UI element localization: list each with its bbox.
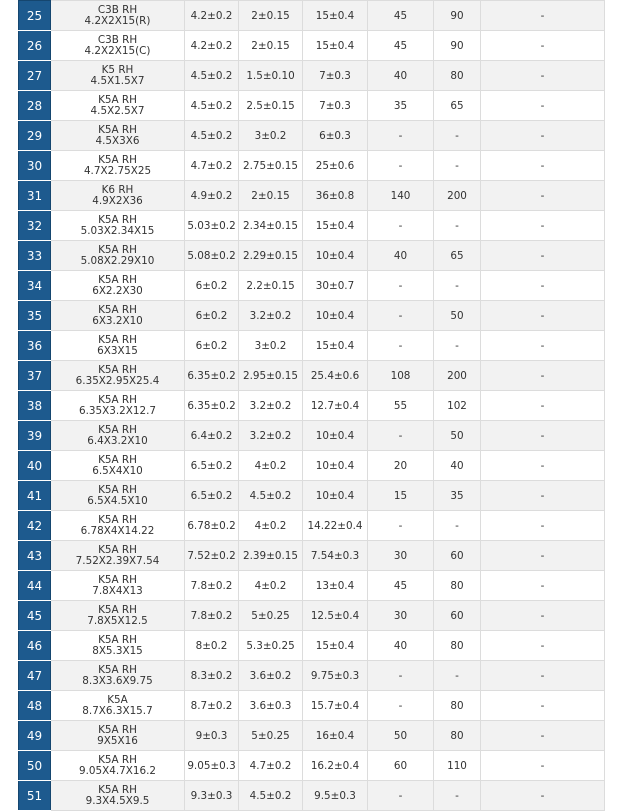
dimension-3: 30±0.7	[303, 271, 368, 301]
dimension-2: 2.5±0.15	[239, 91, 303, 121]
value-2: 50	[434, 301, 481, 331]
value-2: -	[434, 781, 481, 811]
value-2: 80	[434, 571, 481, 601]
model-cell	[51, 511, 185, 541]
dimension-1: 4.5±0.2	[185, 121, 239, 151]
model-cell	[51, 721, 185, 751]
row-number: 39	[19, 421, 51, 451]
value-1: -	[368, 301, 434, 331]
table-row	[19, 601, 605, 631]
table-row	[19, 181, 605, 211]
dimension-2: 2.95±0.15	[239, 361, 303, 391]
value-2: 35	[434, 481, 481, 511]
value-1: 45	[368, 571, 434, 601]
dimension-2: 2±0.15	[239, 181, 303, 211]
value-3: -	[481, 421, 605, 451]
model-line-1: K5A RH	[98, 213, 137, 226]
model-line-1: K5A RH	[98, 153, 137, 166]
table-row	[19, 31, 605, 61]
value-1: 45	[368, 1, 434, 31]
row-number: 25	[19, 1, 51, 31]
value-3: -	[481, 301, 605, 331]
value-3: -	[481, 361, 605, 391]
value-2: 110	[434, 751, 481, 781]
model-line-1: K5A RH	[98, 273, 137, 286]
dimension-2: 3.6±0.3	[239, 691, 303, 721]
model-line-1: C3B RH	[97, 3, 138, 16]
dimension-1: 4.5±0.2	[185, 61, 239, 91]
dimension-1: 6.5±0.2	[185, 481, 239, 511]
model-line-2: 4.5X3X6	[95, 134, 140, 147]
row-number: 51	[19, 781, 51, 811]
value-1: -	[368, 511, 434, 541]
dimension-2: 2±0.15	[239, 31, 303, 61]
dimension-3: 16.2±0.4	[303, 751, 368, 781]
model-line-2: 8.7X6.3X15.7	[82, 704, 153, 717]
model-cell	[51, 781, 185, 811]
value-1: -	[368, 151, 434, 181]
model-line-1: K5A RH	[98, 393, 137, 406]
dimension-3: 10±0.4	[303, 241, 368, 271]
model-line-1: K5A RH	[98, 633, 137, 646]
table-row	[19, 1, 605, 31]
model-cell	[51, 61, 185, 91]
model-line-1: K5A RH	[98, 93, 137, 106]
model-line-2: 6X3X15	[97, 344, 138, 357]
value-1: 35	[368, 91, 434, 121]
dimension-1: 9.05±0.3	[185, 751, 239, 781]
dimension-1: 9.3±0.3	[185, 781, 239, 811]
row-number: 26	[19, 31, 51, 61]
dimension-3: 15.7±0.4	[303, 691, 368, 721]
row-number: 33	[19, 241, 51, 271]
model-line-1: K5A RH	[98, 483, 137, 496]
dimension-2: 2.75±0.15	[239, 151, 303, 181]
model-line-2: 6X3.2X10	[92, 314, 143, 327]
row-number: 30	[19, 151, 51, 181]
value-3: -	[481, 151, 605, 181]
dimension-1: 6.4±0.2	[185, 421, 239, 451]
table-row	[19, 691, 605, 721]
magnet-spec-table	[18, 0, 605, 811]
dimension-3: 15±0.4	[303, 631, 368, 661]
row-number: 35	[19, 301, 51, 331]
value-2: -	[434, 211, 481, 241]
model-line-2: 6.5X4.5X10	[87, 494, 148, 507]
table-row	[19, 751, 605, 781]
value-1: 55	[368, 391, 434, 421]
dimension-2: 2.29±0.15	[239, 241, 303, 271]
model-cell	[51, 751, 185, 781]
value-2: 80	[434, 61, 481, 91]
value-1: -	[368, 331, 434, 361]
value-1: 40	[368, 241, 434, 271]
model-line-1: K5A RH	[98, 663, 137, 676]
model-line-2: 4.2X2X15(R)	[84, 14, 151, 27]
dimension-2: 4±0.2	[239, 511, 303, 541]
dimension-1: 8.7±0.2	[185, 691, 239, 721]
model-cell	[51, 691, 185, 721]
row-number: 44	[19, 571, 51, 601]
value-1: -	[368, 781, 434, 811]
value-1: -	[368, 661, 434, 691]
value-1: 40	[368, 631, 434, 661]
model-cell	[51, 451, 185, 481]
value-1: 20	[368, 451, 434, 481]
model-line-1: K5 RH	[101, 63, 134, 76]
row-number: 45	[19, 601, 51, 631]
dimension-3: 15±0.4	[303, 211, 368, 241]
model-cell	[51, 1, 185, 31]
model-line-2: 4.2X2X15(C)	[84, 44, 151, 57]
model-line-1: K5A	[107, 693, 128, 706]
row-number: 43	[19, 541, 51, 571]
dimension-1: 6.5±0.2	[185, 451, 239, 481]
model-line-1: K5A RH	[98, 333, 137, 346]
model-line-1: K5A RH	[98, 363, 137, 376]
table-body	[19, 1, 605, 811]
table-row	[19, 241, 605, 271]
value-3: -	[481, 571, 605, 601]
value-3: -	[481, 61, 605, 91]
dimension-1: 6±0.2	[185, 271, 239, 301]
model-line-1: K5A RH	[98, 603, 137, 616]
dimension-2: 4±0.2	[239, 451, 303, 481]
value-3: -	[481, 121, 605, 151]
dimension-3: 15±0.4	[303, 1, 368, 31]
value-3: -	[481, 1, 605, 31]
value-2: 65	[434, 91, 481, 121]
value-1: -	[368, 691, 434, 721]
dimension-3: 10±0.4	[303, 481, 368, 511]
dimension-2: 3±0.2	[239, 121, 303, 151]
dimension-2: 3±0.2	[239, 331, 303, 361]
dimension-1: 6.78±0.2	[185, 511, 239, 541]
value-2: 60	[434, 601, 481, 631]
model-line-2: 4.5X2.5X7	[90, 104, 145, 117]
dimension-3: 10±0.4	[303, 421, 368, 451]
row-number: 34	[19, 271, 51, 301]
model-cell	[51, 631, 185, 661]
value-2: -	[434, 151, 481, 181]
value-1: -	[368, 211, 434, 241]
dimension-2: 4±0.2	[239, 571, 303, 601]
value-2: 200	[434, 361, 481, 391]
model-cell	[51, 301, 185, 331]
model-cell	[51, 391, 185, 421]
value-3: -	[481, 331, 605, 361]
dimension-1: 8±0.2	[185, 631, 239, 661]
row-number: 47	[19, 661, 51, 691]
dimension-1: 6±0.2	[185, 301, 239, 331]
row-number: 27	[19, 61, 51, 91]
model-line-1: K5A RH	[98, 453, 137, 466]
value-1: 30	[368, 601, 434, 631]
model-line-2: 4.5X1.5X7	[90, 74, 145, 87]
row-number: 31	[19, 181, 51, 211]
dimension-1: 4.2±0.2	[185, 1, 239, 31]
dimension-3: 16±0.4	[303, 721, 368, 751]
model-line-1: K5A RH	[98, 423, 137, 436]
value-3: -	[481, 781, 605, 811]
value-3: -	[481, 181, 605, 211]
dimension-1: 5.03±0.2	[185, 211, 239, 241]
value-3: -	[481, 511, 605, 541]
row-number: 37	[19, 361, 51, 391]
model-line-2: 5.08X2.29X10	[80, 254, 155, 267]
dimension-2: 1.5±0.10	[239, 61, 303, 91]
value-3: -	[481, 541, 605, 571]
model-cell	[51, 181, 185, 211]
table-row	[19, 451, 605, 481]
table-row	[19, 91, 605, 121]
value-2: 65	[434, 241, 481, 271]
value-3: -	[481, 691, 605, 721]
model-line-2: 7.52X2.39X7.54	[75, 554, 160, 567]
table-row	[19, 301, 605, 331]
value-2: 80	[434, 691, 481, 721]
table-row	[19, 271, 605, 301]
value-3: -	[481, 91, 605, 121]
dimension-3: 36±0.8	[303, 181, 368, 211]
value-1: 108	[368, 361, 434, 391]
value-2: 200	[434, 181, 481, 211]
table-row	[19, 541, 605, 571]
dimension-3: 12.7±0.4	[303, 391, 368, 421]
model-cell	[51, 151, 185, 181]
model-cell	[51, 601, 185, 631]
dimension-3: 10±0.4	[303, 451, 368, 481]
dimension-2: 4.5±0.2	[239, 781, 303, 811]
dimension-2: 5±0.25	[239, 601, 303, 631]
table-row	[19, 721, 605, 751]
model-cell	[51, 421, 185, 451]
dimension-3: 6±0.3	[303, 121, 368, 151]
value-2: 90	[434, 31, 481, 61]
model-line-2: 6X2.2X30	[92, 284, 143, 297]
model-line-1: C3B RH	[97, 33, 138, 46]
row-number: 48	[19, 691, 51, 721]
model-line-1: K5A RH	[98, 783, 137, 796]
model-line-2: 7.8X4X13	[92, 584, 143, 597]
dimension-1: 4.7±0.2	[185, 151, 239, 181]
row-number: 42	[19, 511, 51, 541]
value-2: -	[434, 271, 481, 301]
dimension-3: 12.5±0.4	[303, 601, 368, 631]
dimension-3: 10±0.4	[303, 301, 368, 331]
value-1: 60	[368, 751, 434, 781]
dimension-2: 2.34±0.15	[239, 211, 303, 241]
row-number: 46	[19, 631, 51, 661]
model-cell	[51, 331, 185, 361]
model-line-1: K5A RH	[98, 513, 137, 526]
dimension-3: 9.75±0.3	[303, 661, 368, 691]
model-line-2: 6.78X4X14.22	[80, 524, 155, 537]
model-cell	[51, 211, 185, 241]
value-2: -	[434, 331, 481, 361]
value-2: -	[434, 121, 481, 151]
dimension-2: 2.2±0.15	[239, 271, 303, 301]
model-cell	[51, 361, 185, 391]
dimension-3: 15±0.4	[303, 31, 368, 61]
value-3: -	[481, 661, 605, 691]
dimension-3: 7±0.3	[303, 61, 368, 91]
value-3: -	[481, 631, 605, 661]
table-row	[19, 481, 605, 511]
value-3: -	[481, 31, 605, 61]
value-2: -	[434, 661, 481, 691]
dimension-3: 14.22±0.4	[303, 511, 368, 541]
model-line-1: K5A RH	[98, 723, 137, 736]
value-1: 15	[368, 481, 434, 511]
table-row	[19, 421, 605, 451]
value-3: -	[481, 271, 605, 301]
value-2: 80	[434, 721, 481, 751]
dimension-2: 2±0.15	[239, 1, 303, 31]
value-1: 50	[368, 721, 434, 751]
dimension-1: 7.52±0.2	[185, 541, 239, 571]
table-row	[19, 511, 605, 541]
model-line-1: K5A RH	[98, 303, 137, 316]
value-1: 45	[368, 31, 434, 61]
dimension-3: 25.4±0.6	[303, 361, 368, 391]
model-line-1: K5A RH	[98, 573, 137, 586]
table-row	[19, 631, 605, 661]
dimension-1: 4.5±0.2	[185, 91, 239, 121]
dimension-1: 6.35±0.2	[185, 361, 239, 391]
model-line-2: 9.05X4.7X16.2	[78, 764, 157, 777]
table-row	[19, 391, 605, 421]
model-cell	[51, 481, 185, 511]
row-number: 36	[19, 331, 51, 361]
table-row	[19, 571, 605, 601]
dimension-2: 3.2±0.2	[239, 391, 303, 421]
table-row	[19, 61, 605, 91]
value-2: 60	[434, 541, 481, 571]
dimension-2: 4.7±0.2	[239, 751, 303, 781]
model-line-1: K5A RH	[98, 123, 137, 136]
dimension-3: 7.54±0.3	[303, 541, 368, 571]
value-1: 140	[368, 181, 434, 211]
table-row	[19, 151, 605, 181]
value-1: -	[368, 421, 434, 451]
value-3: -	[481, 391, 605, 421]
dimension-1: 4.9±0.2	[185, 181, 239, 211]
model-line-1: K5A RH	[98, 243, 137, 256]
model-line-2: 6.4X3.2X10	[87, 434, 148, 447]
dimension-3: 13±0.4	[303, 571, 368, 601]
value-3: -	[481, 721, 605, 751]
dimension-1: 4.2±0.2	[185, 31, 239, 61]
model-line-1: K5A RH	[98, 753, 137, 766]
model-line-2: 8.3X3.6X9.75	[82, 674, 153, 687]
value-2: 50	[434, 421, 481, 451]
model-line-2: 6.5X4X10	[92, 464, 143, 477]
model-cell	[51, 121, 185, 151]
model-cell	[51, 541, 185, 571]
row-number: 50	[19, 751, 51, 781]
dimension-2: 5.3±0.25	[239, 631, 303, 661]
value-2: 40	[434, 451, 481, 481]
dimension-2: 4.5±0.2	[239, 481, 303, 511]
dimension-2: 5±0.25	[239, 721, 303, 751]
row-number: 49	[19, 721, 51, 751]
model-line-2: 9.3X4.5X9.5	[85, 794, 150, 807]
dimension-1: 7.8±0.2	[185, 601, 239, 631]
model-cell	[51, 661, 185, 691]
value-3: -	[481, 751, 605, 781]
value-3: -	[481, 211, 605, 241]
model-cell	[51, 31, 185, 61]
value-1: -	[368, 121, 434, 151]
model-line-2: 5.03X2.34X15	[80, 224, 155, 237]
model-line-2: 4.7X2.75X25	[83, 164, 152, 177]
dimension-2: 2.39±0.15	[239, 541, 303, 571]
value-2: 90	[434, 1, 481, 31]
model-line-2: 6.35X2.95X25.4	[75, 374, 160, 387]
model-cell	[51, 571, 185, 601]
dimension-3: 15±0.4	[303, 331, 368, 361]
row-number: 32	[19, 211, 51, 241]
dimension-1: 6.35±0.2	[185, 391, 239, 421]
value-3: -	[481, 481, 605, 511]
value-2: -	[434, 511, 481, 541]
model-line-1: K5A RH	[98, 543, 137, 556]
table-row	[19, 211, 605, 241]
model-line-1: K6 RH	[101, 183, 134, 196]
table-row	[19, 361, 605, 391]
dimension-1: 7.8±0.2	[185, 571, 239, 601]
row-number: 41	[19, 481, 51, 511]
value-3: -	[481, 451, 605, 481]
value-3: -	[481, 241, 605, 271]
dimension-2: 3.2±0.2	[239, 301, 303, 331]
model-line-2: 6.35X3.2X12.7	[78, 404, 157, 417]
model-cell	[51, 91, 185, 121]
dimension-3: 7±0.3	[303, 91, 368, 121]
table-row	[19, 121, 605, 151]
dimension-3: 9.5±0.3	[303, 781, 368, 811]
value-1: -	[368, 271, 434, 301]
dimension-3: 25±0.6	[303, 151, 368, 181]
value-1: 40	[368, 61, 434, 91]
row-number: 29	[19, 121, 51, 151]
dimension-1: 8.3±0.2	[185, 661, 239, 691]
dimension-1: 9±0.3	[185, 721, 239, 751]
model-cell	[51, 241, 185, 271]
dimension-2: 3.6±0.2	[239, 661, 303, 691]
row-number: 40	[19, 451, 51, 481]
model-line-2: 7.8X5X12.5	[87, 614, 148, 627]
model-line-2: 9X5X16	[97, 734, 138, 747]
table-row	[19, 781, 605, 811]
row-number: 38	[19, 391, 51, 421]
table-row	[19, 331, 605, 361]
row-number: 28	[19, 91, 51, 121]
model-line-2: 4.9X2X36	[92, 194, 143, 207]
value-2: 80	[434, 631, 481, 661]
dimension-2: 3.2±0.2	[239, 421, 303, 451]
dimension-1: 5.08±0.2	[185, 241, 239, 271]
value-2: 102	[434, 391, 481, 421]
dimension-1: 6±0.2	[185, 331, 239, 361]
value-1: 30	[368, 541, 434, 571]
model-line-2: 8X5.3X15	[92, 644, 143, 657]
value-3: -	[481, 601, 605, 631]
table-row	[19, 661, 605, 691]
model-cell	[51, 271, 185, 301]
